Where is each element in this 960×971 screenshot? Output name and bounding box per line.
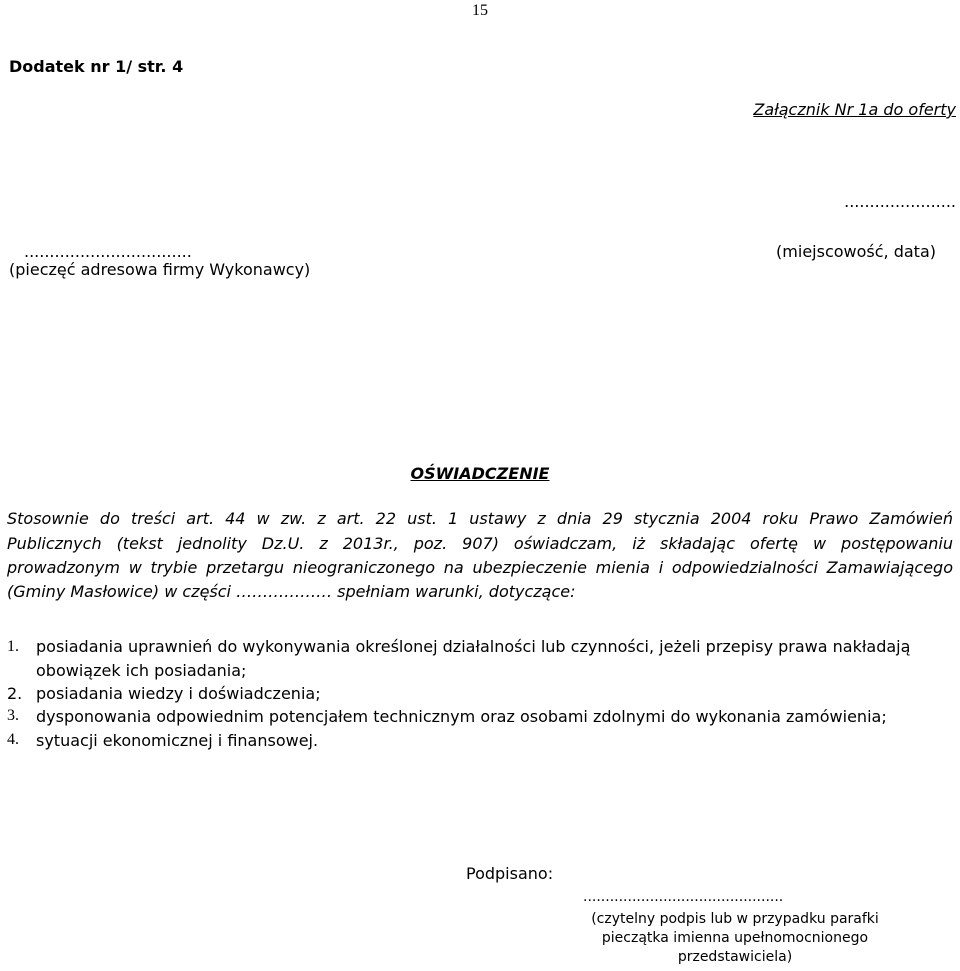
signature-caption-line: (czytelny podpis lub w przypadku parafki xyxy=(591,911,879,927)
company-stamp-label: (pieczęć adresowa firmy Wykonawcy) xyxy=(9,260,311,279)
addendum-heading: Dodatek nr 1/ str. 4 xyxy=(9,57,184,76)
page-number: 15 xyxy=(472,2,488,19)
list-item-number: 3. xyxy=(7,707,19,724)
list-item-text-continuation: obowiązek ich posiadania; xyxy=(36,661,247,680)
list-item-text: sytuacji ekonomicznej i finansowej. xyxy=(36,731,319,750)
declaration-line: Stosownie do treści art. 44 w zw. z art. 22 ust. 1 ustawy z dnia 29 stycznia 2004 roku Prawo Zamówień xyxy=(7,509,953,528)
company-stamp-dots: ................................. xyxy=(24,242,192,261)
attachment-heading: Załącznik Nr 1a do oferty xyxy=(753,100,956,119)
place-date-label: (miejscowość, data) xyxy=(776,242,936,261)
list-item-number: 1. xyxy=(7,638,19,655)
signature-caption-line: pieczątka imienna upełnomocnionego xyxy=(601,930,869,946)
signature-dots: ............................................. xyxy=(583,889,784,905)
list-item-text: posiadania uprawnień do wykonywania określonej działalności lub czynności, jeżeli przepisy prawa nakładają xyxy=(36,637,911,656)
declaration-line: prowadzonym w trybie przetargu nieograniczonego na ubezpieczenie mienia i odpowiedzialności Zamawiającego xyxy=(7,558,953,577)
signed-label: Podpisano: xyxy=(466,864,554,883)
list-item-text: dysponowania odpowiednim potencjałem technicznym oraz osobami zdolnymi do wykonania zamówienia; xyxy=(36,707,887,726)
declaration-title: OŚWIADCZENIE xyxy=(410,464,550,483)
declaration-line: Publicznych (tekst jednolity Dz.U. z 2013r., poz. 907) oświadczam, iż składając ofertę w postępowaniu xyxy=(7,534,953,553)
signature-caption-line: przedstawiciela) xyxy=(677,949,793,965)
list-item-number: 4. xyxy=(7,731,19,748)
place-date-dots: ...................... xyxy=(844,192,956,211)
declaration-line: (Gminy Masłowice) w części ……………… spełniam warunki, dotyczące: xyxy=(7,582,576,601)
list-item-number: 2. xyxy=(7,684,23,703)
list-item-text: posiadania wiedzy i doświadczenia; xyxy=(36,684,321,703)
